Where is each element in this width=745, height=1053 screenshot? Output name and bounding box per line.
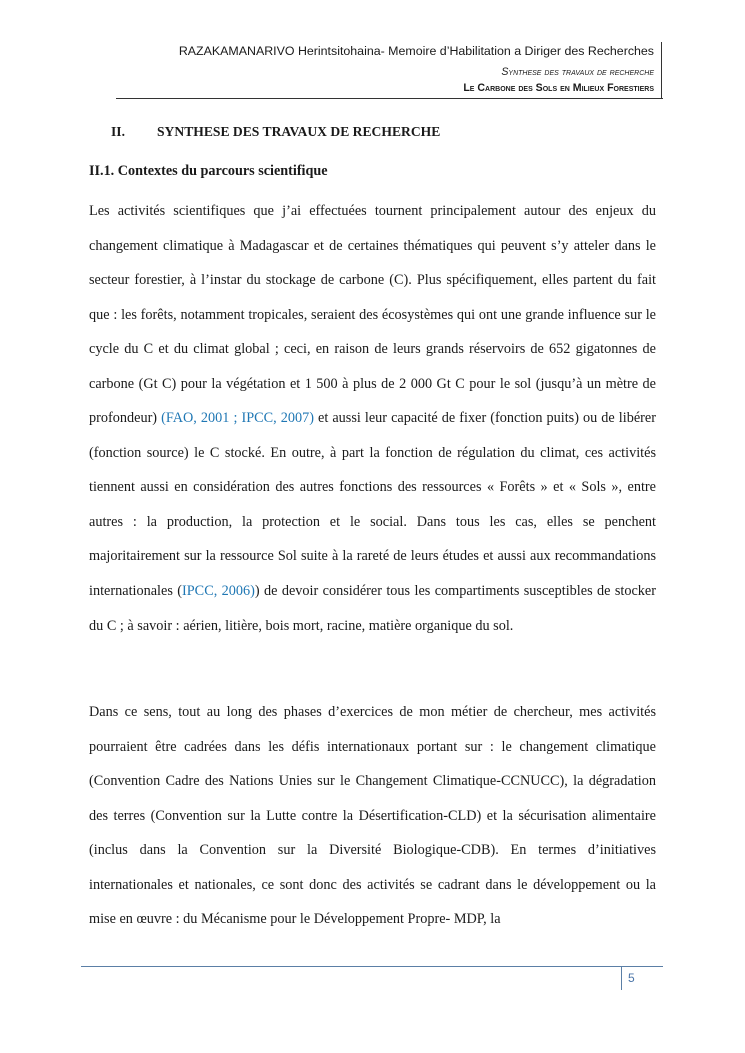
header-author-title: RAZAKAMANARIVO Herintsitohaina- Memoire d’Habilitation a Diriger des Recherches	[178, 44, 654, 58]
footer-vertical-rule	[621, 966, 622, 990]
header-horizontal-rule	[116, 98, 663, 99]
footer-rule	[81, 966, 663, 967]
header-document-title: Le Carbone des Sols en Milieux Forestiers	[463, 82, 654, 94]
paragraph-1-text-c: ) de devoir considérer tous les compartiments susceptibles de stocker du C ; à savoir : aérien, litière, bois mort, racine, matière organique du sol.	[89, 583, 656, 634]
paragraph-1-text-a: Les activités scientifiques que j’ai effectuées tournent principalement autour des enjeux du changement climatique à Madagascar et de certaines thématiques qui peuvent s’y atteler dans le secteur forestier, à l’instar du stockage de carbone (C). Plus spécifiquement, elles partent du fait que : les forêts, notamment tropicales, seraient des écosystèmes qui ont une grande influence sur le cycle du C et du climat global ; ceci, en raison de leurs grands réservoirs de 652 gigatonnes de carbone (Gt C) pour la végétation et 1 500 à plus de 2 000 Gt C pour le sol (jusqu’à un mètre de profondeur)	[89, 203, 656, 427]
paragraph-2: Dans ce sens, tout au long des phases d’exercices de mon métier de chercheur, mes activités pourraient être cadrées dans les défis internationaux portant sur : le changement climatique (Convention Cadre des Nations Unies sur le Changement Climatique-CCNUCC), la dégradation des terres (Convention sur la Lutte contre la Désertification-CLD) et la sécurisation alimentaire (inclus dans la Convention sur la Diversité Biologique-CDB). En termes d’initiatives internationales et nationales, ce sont donc des activités se cadrant dans le développement ou la mise en œuvre : du Mécanisme pour le Développement Propre- MDP, la	[89, 704, 656, 928]
page-header	[116, 40, 662, 98]
page-number: 5	[628, 971, 635, 985]
paragraph-1-text-b: et aussi leur capacité de fixer (fonction puits) ou de libérer (fonction source) le C stocké. En outre, à part la fonction de régulation du climat, ces activités tiennent aussi en considération des autres fonctions des ressources « Forêts » et « Sols », entre autres : la production, la protection et le social. Dans tous les cas, elles se penchent majoritairement sur la ressource Sol suite à la rareté de leurs études et aussi aux recommandations internationales (	[89, 410, 656, 600]
citation-ipcc-2006: IPCC, 2006)	[182, 583, 255, 600]
subsection-heading: II.1. Contextes du parcours scientifique	[89, 163, 328, 179]
header-vertical-rule	[661, 42, 662, 98]
paragraph-1	[89, 194, 656, 643]
citation-fao-ipcc: (FAO, 2001 ; IPCC, 2007)	[161, 410, 314, 427]
header-section-title: Synthese des travaux de recherche	[501, 66, 654, 78]
section-number: II.	[111, 124, 125, 139]
section-title: SYNTHESE DES TRAVAUX DE RECHERCHE	[157, 124, 441, 139]
section-heading	[111, 124, 440, 140]
